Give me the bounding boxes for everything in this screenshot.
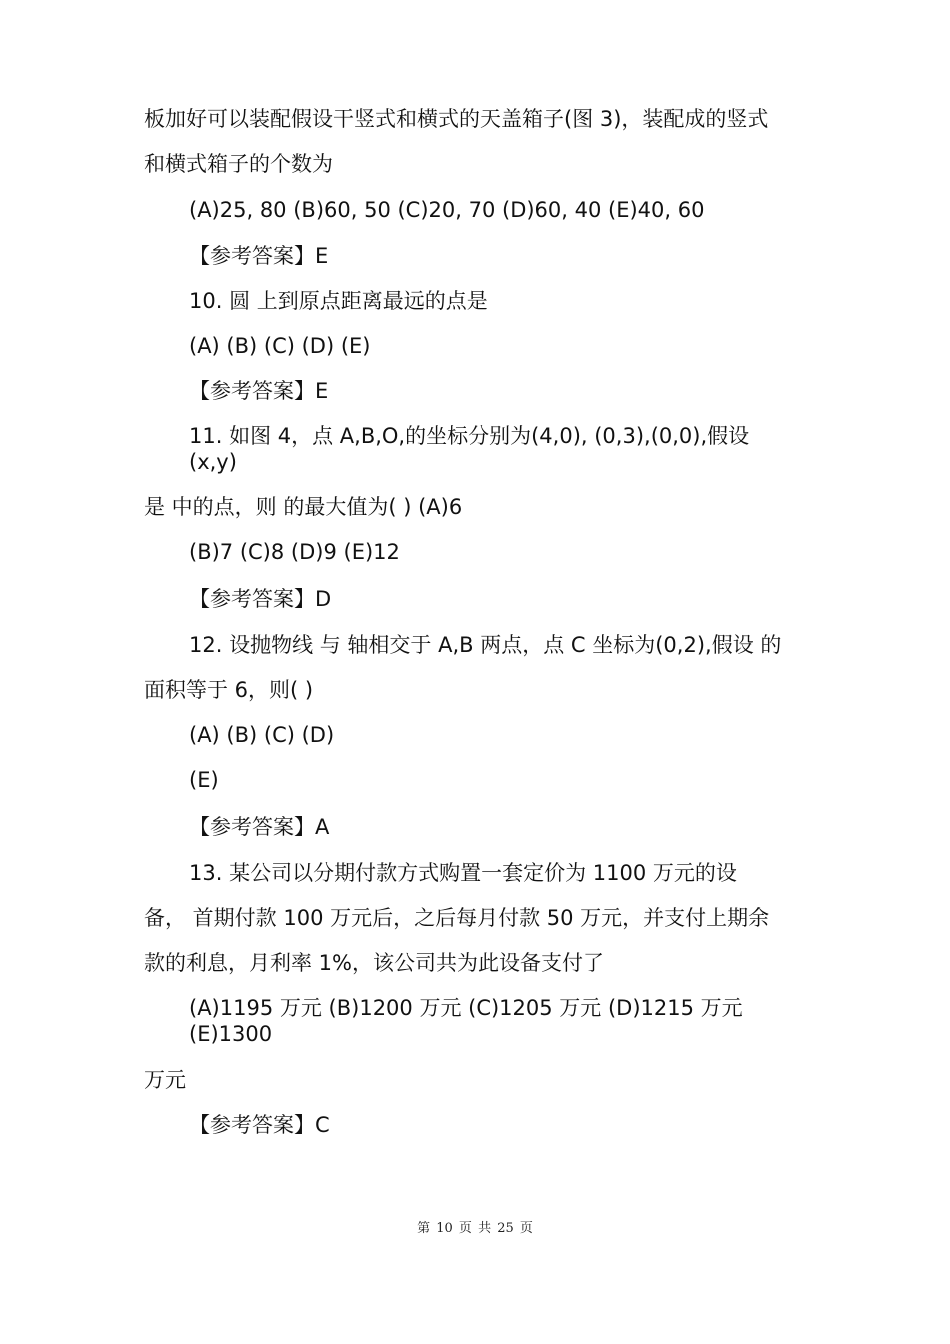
text-line: 是 中的点，则 的最大值为( ) (A)6 — [144, 495, 463, 519]
text-line: 和横式箱子的个数为 — [144, 152, 333, 176]
text-line: 万元 — [144, 1068, 186, 1092]
reference-answer: 【参考答案】E — [189, 244, 329, 268]
answer-options: (A)25, 80 (B)60, 50 (C)20, 70 (D)60, 40 (E)40, 60 — [189, 198, 705, 222]
text-line: 款的利息，月利率 1%，该公司共为此设备支付了 — [144, 951, 604, 975]
answer-options: (B)7 (C)8 (D)9 (E)12 — [189, 540, 400, 564]
question-11: 11. 如图 4，点 A,B,O,的坐标分别为(4,0), (0,3),(0,0),假设 (x,y) — [189, 424, 750, 474]
question-10: 10. 圆 上到原点距离最远的点是 — [189, 289, 488, 313]
answer-options: (E) — [189, 768, 219, 792]
reference-answer: 【参考答案】C — [189, 1113, 330, 1137]
answer-options: (A)1195 万元 (B)1200 万元 (C)1205 万元 (D)1215 万元 (E)1300 — [189, 996, 743, 1046]
answer-options: (A) (B) (C) (D) (E) — [189, 334, 371, 358]
answer-options: (A) (B) (C) (D) — [189, 723, 335, 747]
question-13: 13. 某公司以分期付款方式购置一套定价为 1100 万元的设 — [189, 861, 737, 885]
text-line: 板加好可以装配假设干竖式和横式的天盖箱子(图 3)，装配成的竖式 — [144, 107, 769, 131]
reference-answer: 【参考答案】D — [189, 587, 332, 611]
reference-answer: 【参考答案】E — [189, 379, 329, 403]
text-line: 面积等于 6，则( ) — [144, 678, 314, 702]
text-line: 备， 首期付款 100 万元后，之后每月付款 50 万元，并支付上期余 — [144, 906, 770, 930]
reference-answer: 【参考答案】A — [189, 815, 330, 839]
page-footer: 第 10 页 共 25 页 — [417, 1221, 533, 1236]
question-12: 12. 设抛物线 与 轴相交于 A,B 两点，点 C 坐标为(0,2),假设 的 — [189, 633, 782, 657]
